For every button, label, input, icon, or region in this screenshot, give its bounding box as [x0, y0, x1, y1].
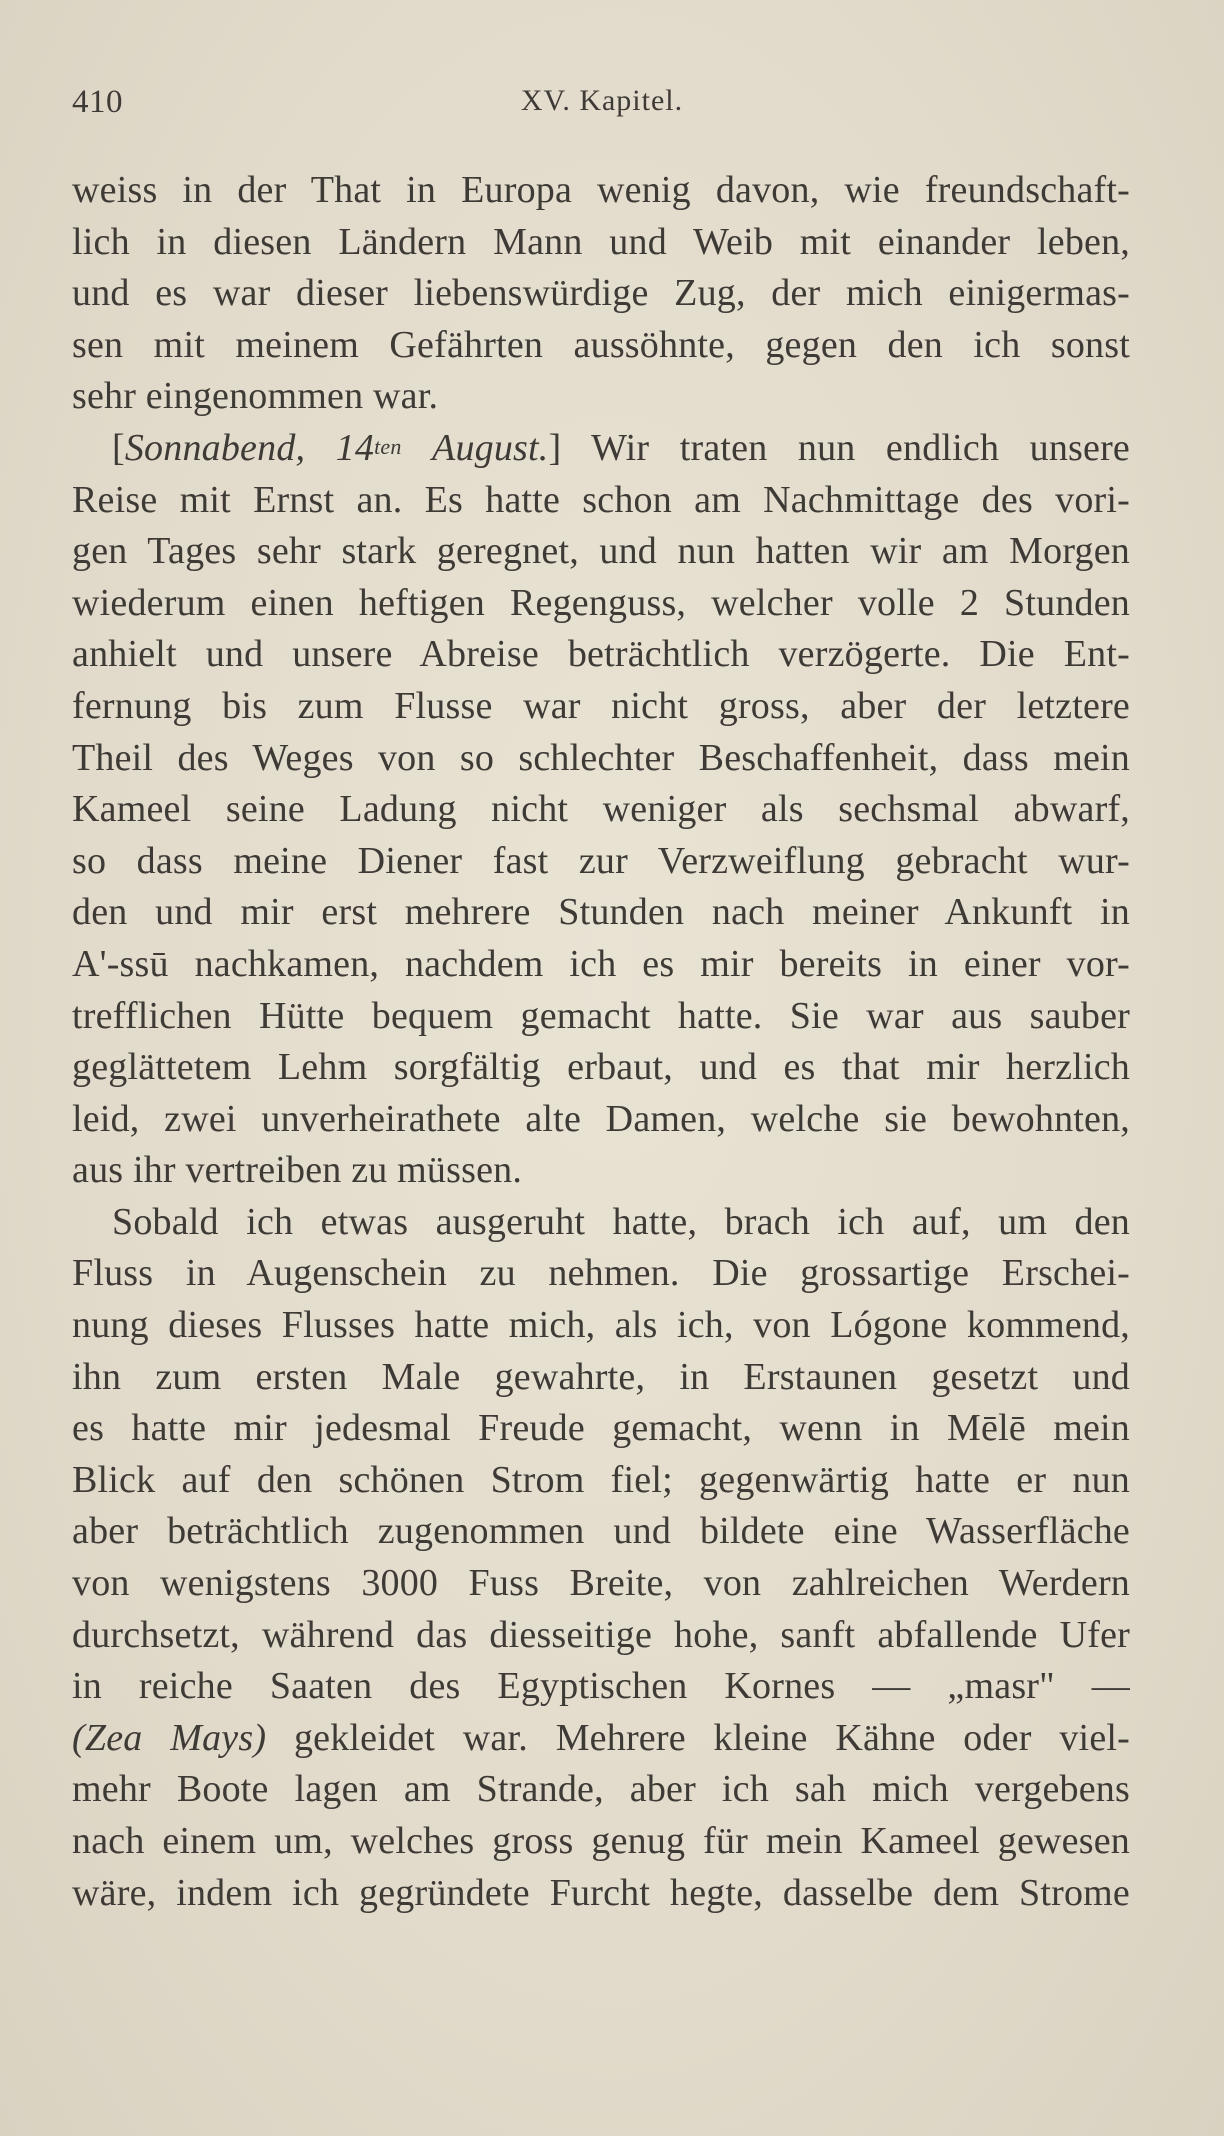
text-line: in reiche Saaten des Egyptischen Kornes — „masr" — — [72, 1665, 1130, 1708]
text-line: nach einem um, welches gross genug für mein Kameel gewesen — [72, 1820, 1130, 1862]
text-line: durchsetzt, während das diesseitige hohe, sanft abfallende Ufer — [72, 1613, 1130, 1656]
page-header — [72, 84, 1132, 134]
text-line-zea — [72, 1713, 1130, 1765]
text-line: aus ihr vertreiben zu müssen. — [72, 1149, 523, 1192]
text-line: anhielt und unsere Abreise beträchtlich verzögerte. Die Ent- — [72, 633, 1130, 676]
date-number: 14 — [335, 426, 375, 469]
zea-line-rest: gekleidet war. Mehrere kleine Kähne oder viel- — [266, 1716, 1130, 1759]
date-bracket-close: ] — [548, 426, 562, 469]
text-line: nung dieses Flusses hatte mich, als ich, von Lógone kommend, — [72, 1304, 1130, 1347]
text-line: gen Tages sehr stark geregnet, und nun hatten wir am Morgen — [72, 530, 1130, 573]
text-line: Sobald ich etwas ausgeruht hatte, brach ich auf, um den — [112, 1200, 1130, 1243]
text-line: A'-ssū nachkamen, nachdem ich es mir bereits in einer vor- — [72, 942, 1130, 985]
text-line: den und mir erst mehrere Stunden nach meiner Ankunft in — [72, 891, 1130, 934]
text-line: Kameel seine Ladung nicht weniger als sechsmal abwarf, — [72, 788, 1130, 831]
date-superscript: ten — [374, 433, 402, 459]
text-line: lich in diesen Ländern Mann und Weib mit einander leben, — [72, 220, 1130, 263]
text-line: fernung bis zum Flusse war nicht gross, aber der letztere — [72, 684, 1130, 727]
text-line: Theil des Weges von so schlechter Beschaffenheit, dass mein — [72, 736, 1130, 779]
running-head: XV. Kapitel. — [520, 84, 684, 117]
date-bracket-open: [ — [112, 426, 125, 469]
text-line: ihn zum ersten Male gewahrte, in Erstaunen gesetzt und — [72, 1355, 1130, 1398]
text-line: mehr Boote lagen am Strande, aber ich sah mich vergebens — [72, 1768, 1130, 1811]
text-line: geglättetem Lehm sorgfältig erbaut, und es that mir herzlich — [72, 1046, 1130, 1089]
text-line: aber beträchtlich zugenommen und bildete eine Wasserfläche — [72, 1510, 1130, 1553]
date-line-rest: Wir traten nun endlich unsere — [561, 426, 1130, 469]
text-line: Reise mit Ernst an. Es hatte schon am Nachmittage des vori- — [72, 478, 1130, 521]
text-line: sen mit meinem Gefährten aussöhnte, gegen den ich sonst — [72, 323, 1130, 366]
text-line: leid, zwei unverheirathete alte Damen, welche sie bewohnten, — [72, 1097, 1130, 1140]
text-line: Blick auf den schönen Strom fiel; gegenwärtig hatte er nun — [72, 1458, 1130, 1501]
body-text — [72, 165, 1130, 1919]
date-day: Sonnabend, — [124, 426, 306, 469]
italic-species: (Zea Mays) — [72, 1716, 267, 1759]
date-month: August. — [432, 426, 549, 469]
text-line: weiss in der That in Europa wenig davon, wie freundschaft- — [72, 169, 1130, 211]
text-line: sehr eingenommen war. — [72, 375, 439, 418]
text-line: und es war dieser liebenswürdige Zug, der mich einigermas- — [72, 272, 1130, 315]
text-line: Fluss in Augenschein zu nehmen. Die grossartige Erschei- — [72, 1252, 1130, 1295]
text-line: wäre, indem ich gegründete Furcht hegte, dasselbe dem Strome — [72, 1871, 1130, 1914]
text-line: von wenigstens 3000 Fuss Breite, von zahlreichen Werdern — [72, 1562, 1130, 1605]
text-line: wiederum einen heftigen Regenguss, welcher volle 2 Stunden — [72, 581, 1130, 624]
text-line: so dass meine Diener fast zur Verzweiflung gebracht wur- — [72, 839, 1130, 882]
text-line: es hatte mir jedesmal Freude gemacht, wenn in Mēlē mein — [72, 1407, 1130, 1450]
text-line-date — [72, 423, 1130, 475]
text-line: trefflichen Hütte bequem gemacht hatte. Sie war aus sauber — [72, 994, 1130, 1037]
page-number: 410 — [72, 84, 123, 120]
